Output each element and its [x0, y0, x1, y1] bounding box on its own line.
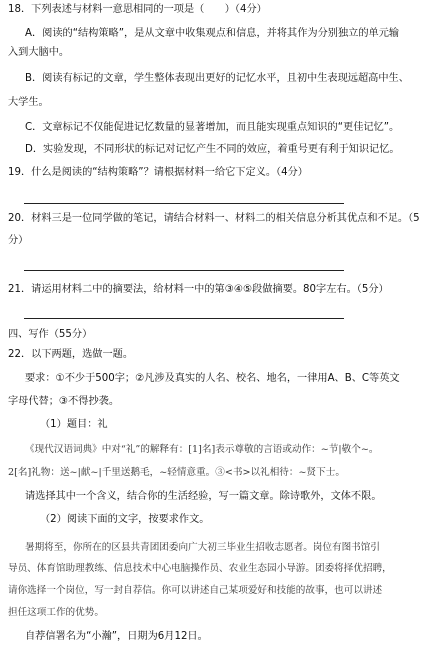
q21-stem: 21．请运用材料二中的摘要法，给材料一中的第③④⑤段做摘要。80字左右。（5分） [8, 284, 389, 295]
q22-requirements-cont: 字母代替；③不得抄袭。 [8, 396, 120, 407]
q22-stem: 22．以下两题，选做一题。 [8, 349, 134, 360]
q19-answer-line [24, 203, 344, 204]
topic1-quote: 《现代汉语词典》中对“礼”的解释有：[1]名]表示尊敬的言语或动作：~节|敬个~。 [25, 444, 379, 455]
q20-answer-line [24, 270, 344, 271]
q20-stem-cont: 分） [8, 235, 29, 246]
q18-option-b: B．阅读有标记的文章，学生整体表现出更好的记忆水平，且初中生表现远超高中生、 [25, 73, 409, 84]
q18-option-b-cont: 大学生。 [8, 97, 49, 108]
topic1-title: （1）题目：礼 [40, 419, 108, 430]
q18-option-c: C．文章标记不仅能促进记忆数量的显著增加，而且能实现重点知识的“更佳记忆”。 [25, 122, 400, 133]
q18-option-d: D．实验发现，不同形状的标记对记忆产生不同的效应，着重号更有利于知识记忆。 [25, 144, 400, 155]
q22-requirements: 要求：①不少于500字；②凡涉及真实的人名、校名、地名，一律用A、B、C等英文 [25, 373, 400, 384]
q18-option-a: A．阅读的“结构策略”，是从文章中收集观点和信息，并将其作为分别独立的单元输 [25, 28, 400, 39]
q20-stem: 20．材料三是一位同学做的笔记，请结合材料一、材料二的相关信息分析其优点和不足。（5 [8, 213, 420, 224]
topic2-material: 暑期将至，你所在的区县共青团团委向广大初三毕业生招收志愿者。岗位有图书馆引 [25, 542, 380, 553]
topic2-material-3: 请你选择一个岗位，写一封自荐信。你可以讲述自己某项爱好和技能的故事，也可以讲述 [8, 585, 383, 596]
q19-stem: 19．什么是阅读的“结构策略”？请根据材料一给它下定义。（4分） [8, 167, 308, 178]
topic2-title: （2）阅读下面的文字，按要求作文。 [40, 514, 210, 525]
section-title: 四、写作（55分） [8, 329, 93, 340]
q18-option-a-cont: 入到大脑中。 [8, 47, 70, 58]
topic2-material-4: 担任这项工作的优势。 [8, 607, 104, 618]
topic2-material-2: 导员、体育馆助理教练、信息技术中心电脑操作员、农业生态园小导游。团委将择优招聘， [8, 563, 392, 574]
q18-stem: 18．下列表述与材料一意思相同的一项是（ ）（4分） [8, 4, 267, 15]
q21-answer-line [24, 318, 344, 319]
topic2-signature-note: 自荐信署名为“小瀚”，日期为6月12日。 [25, 631, 208, 642]
topic1-quote-cont: 2[名]礼物：送~|献~|千里送鹅毛，~轻情意重。③<书>以礼相待：~贤下士。 [8, 467, 345, 478]
topic1-instruction: 请选择其中一个含义，结合你的生活经验，写一篇文章。除诗歌外，文体不限。 [25, 491, 382, 502]
